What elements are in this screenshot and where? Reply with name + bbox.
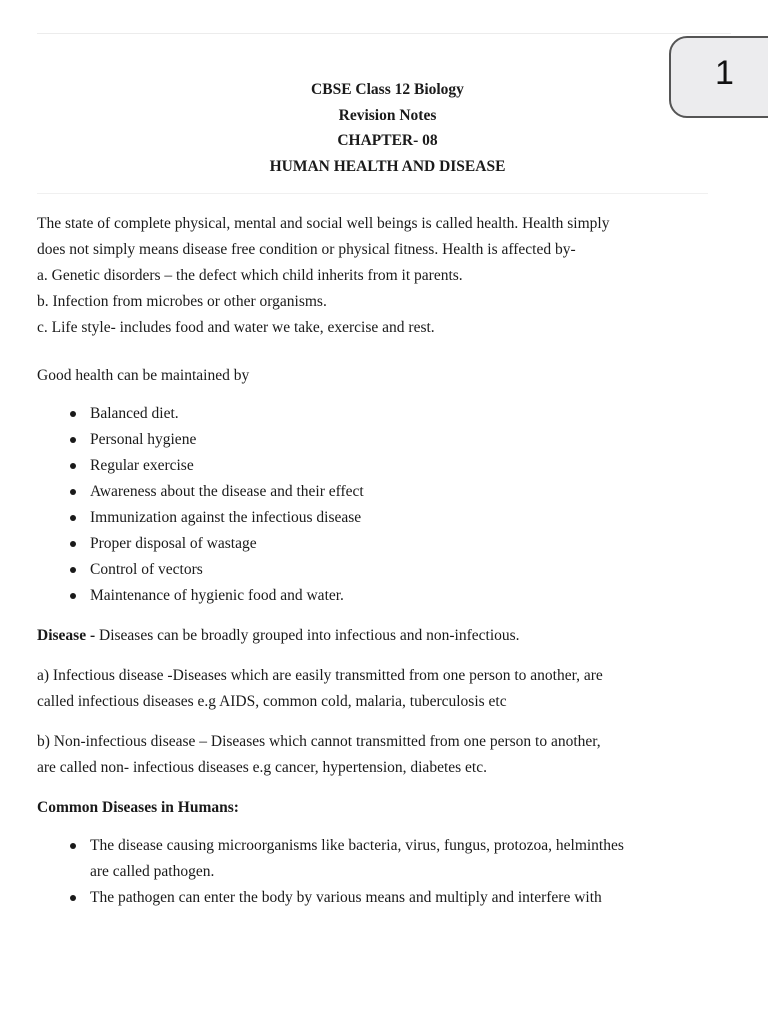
list-item: Regular exercise — [37, 453, 737, 479]
bullet-icon — [70, 895, 76, 901]
intro-item-c: c. Life style- includes food and water we take, exercise and rest. — [37, 319, 435, 336]
bullet-icon — [70, 463, 76, 469]
intro-paragraph — [37, 211, 737, 341]
header-class: CBSE Class 12 Biology — [311, 81, 464, 98]
list-item: Personal hygiene — [37, 427, 737, 453]
header-rule — [37, 193, 708, 194]
list-item: Awareness about the disease and their effect — [37, 479, 737, 505]
disease-label: Disease - — [37, 627, 96, 644]
header-title: HUMAN HEALTH AND DISEASE — [269, 157, 506, 175]
bullet-icon — [70, 541, 76, 547]
page-number: 1 — [715, 54, 734, 92]
document-body — [37, 211, 737, 911]
bullet-icon — [70, 843, 76, 849]
good-health-heading: Good health can be maintained by — [37, 367, 250, 384]
list-item: The disease causing microorganisms like bacteria, virus, fungus, protozoa, helminthes are called pathogen. — [37, 833, 737, 885]
common-diseases-heading: Common Diseases in Humans: — [37, 799, 239, 816]
list-item: Control of vectors — [37, 557, 737, 583]
intro-line: The state of complete physical, mental and social well beings is called health. Health simply — [37, 215, 610, 232]
top-rule — [37, 33, 731, 34]
list-item: Proper disposal of wastage — [37, 531, 737, 557]
infectious-line: called infectious diseases e.g AIDS, common cold, malaria, tuberculosis etc — [37, 693, 507, 710]
non-infectious-line: are called non- infectious diseases e.g cancer, hypertension, diabetes etc. — [37, 759, 487, 776]
header-chapter: CHAPTER- 08 — [337, 132, 438, 149]
bullet-icon — [70, 515, 76, 521]
good-health-list — [37, 401, 737, 609]
list-item: Balanced diet. — [37, 401, 737, 427]
common-diseases-list — [37, 833, 737, 911]
bullet-icon — [70, 593, 76, 599]
bullet-icon — [70, 567, 76, 573]
document-header — [0, 77, 768, 179]
list-item: The pathogen can enter the body by various means and multiply and interfere with — [37, 885, 737, 911]
non-infectious-line: b) Non-infectious disease – Diseases which cannot transmitted from one person to another, — [37, 733, 601, 750]
list-item: Immunization against the infectious disease — [37, 505, 737, 531]
list-item: Maintenance of hygienic food and water. — [37, 583, 737, 609]
intro-item-a: a. Genetic disorders – the defect which child inherits from it parents. — [37, 267, 463, 284]
bullet-icon — [70, 489, 76, 495]
disease-text: Diseases can be broadly grouped into infectious and non-infectious. — [95, 627, 520, 644]
bullet-icon — [70, 411, 76, 417]
infectious-paragraph — [37, 663, 737, 715]
non-infectious-paragraph — [37, 729, 737, 781]
intro-line: does not simply means disease free condition or physical fitness. Health is affected by- — [37, 241, 576, 258]
infectious-line: a) Infectious disease -Diseases which are easily transmitted from one person to another, are — [37, 667, 603, 684]
disease-definition — [37, 623, 737, 649]
intro-item-b: b. Infection from microbes or other organisms. — [37, 293, 327, 310]
header-subtitle: Revision Notes — [338, 106, 437, 124]
bullet-icon — [70, 437, 76, 443]
